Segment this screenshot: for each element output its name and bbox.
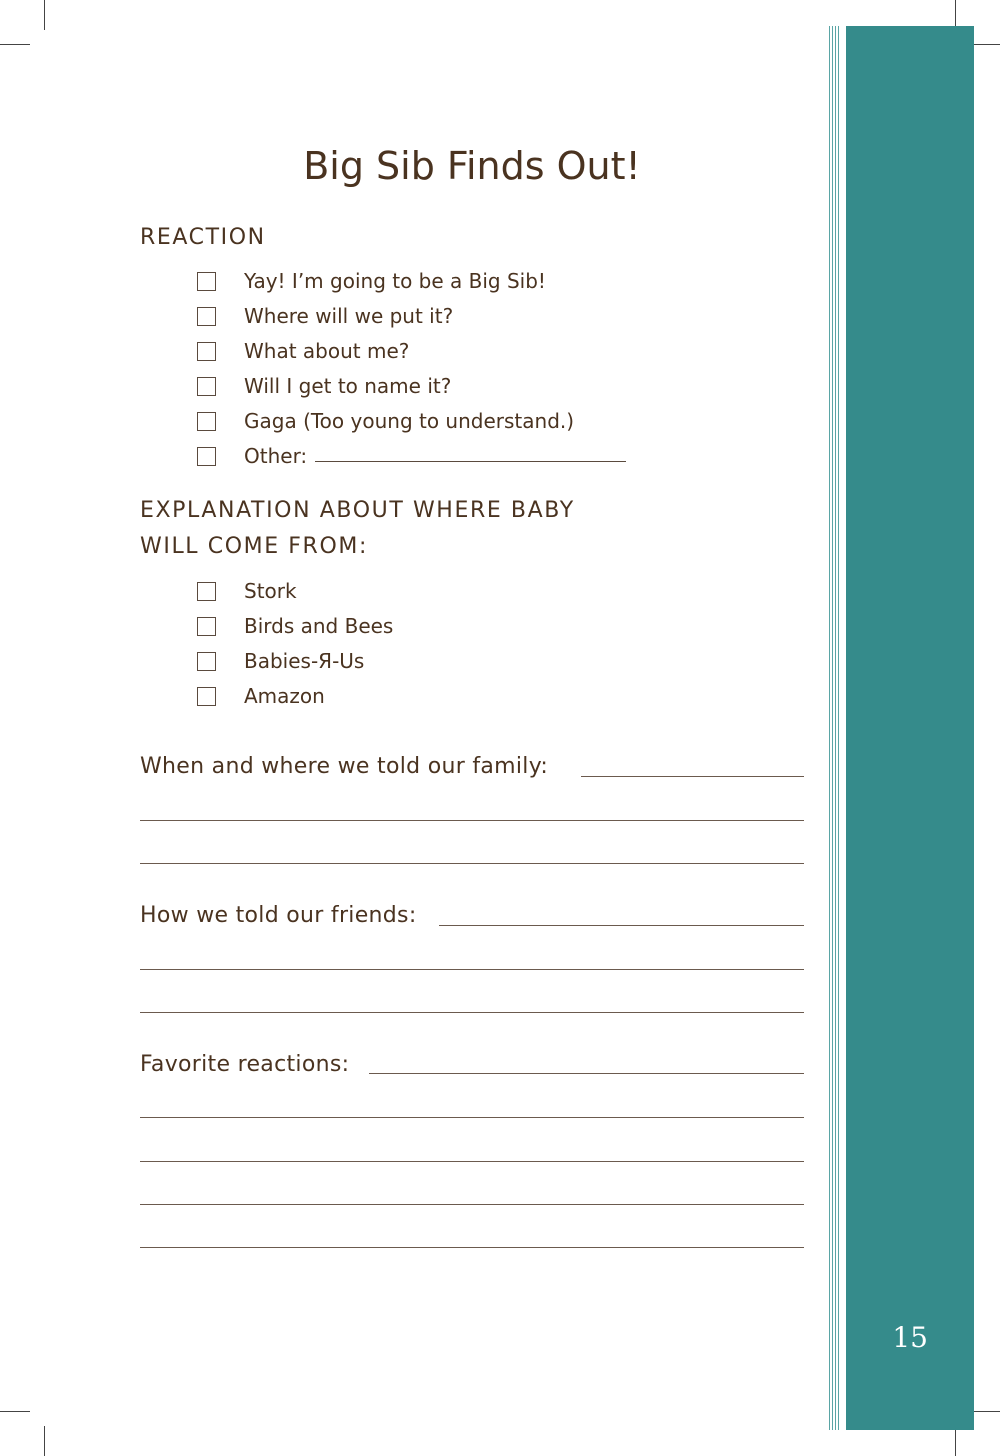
page-title: Big Sib Finds Out! — [303, 144, 641, 188]
friends-prompt: How we told our friends: — [140, 903, 417, 928]
family-answer-line[interactable] — [581, 776, 804, 777]
option-label: Babies-Я-Us — [244, 649, 365, 673]
reaction-option-other[interactable] — [197, 441, 307, 471]
crop-mark — [44, 0, 45, 30]
checkbox[interactable] — [197, 412, 216, 431]
reaction-option-yay[interactable] — [197, 266, 546, 296]
crop-mark — [44, 1426, 45, 1456]
friends-answer-line[interactable] — [140, 1012, 804, 1013]
explanation-option-babies-r-us[interactable] — [197, 646, 364, 676]
checkbox[interactable] — [197, 377, 216, 396]
checkbox[interactable] — [197, 582, 216, 601]
checkbox[interactable] — [197, 272, 216, 291]
crop-mark — [970, 44, 1000, 45]
favorite-answer-line[interactable] — [140, 1204, 804, 1205]
option-label: Yay! I’m going to be a Big Sib! — [244, 269, 546, 293]
family-prompt: When and where we told our family: — [140, 754, 549, 779]
option-label: Gaga (Too young to understand.) — [244, 409, 575, 433]
favorite-answer-line[interactable] — [140, 1161, 804, 1162]
reaction-option-name-it[interactable] — [197, 371, 451, 401]
option-label: Will I get to name it? — [244, 374, 452, 398]
option-label: Other: — [244, 444, 308, 468]
decorative-stripes — [829, 26, 839, 1430]
favorite-answer-line[interactable] — [140, 1247, 804, 1248]
other-write-in-line[interactable] — [315, 461, 626, 462]
favorite-answer-line[interactable] — [369, 1073, 804, 1074]
checkbox[interactable] — [197, 307, 216, 326]
explanation-option-stork[interactable] — [197, 576, 297, 606]
crop-mark — [970, 1411, 1000, 1412]
option-label: Where will we put it? — [244, 304, 454, 328]
checkbox[interactable] — [197, 447, 216, 466]
reaction-option-where[interactable] — [197, 301, 453, 331]
reaction-option-what-about-me[interactable] — [197, 336, 409, 366]
option-label: Birds and Bees — [244, 614, 394, 638]
explanation-option-birds-bees[interactable] — [197, 611, 393, 641]
checkbox[interactable] — [197, 652, 216, 671]
explanation-heading-line2: WILL COME FROM: — [140, 534, 368, 559]
crop-mark — [0, 44, 30, 45]
option-label: Amazon — [244, 684, 325, 708]
option-label: Stork — [244, 579, 297, 603]
crop-mark — [0, 1411, 30, 1412]
checkbox[interactable] — [197, 687, 216, 706]
crop-mark — [955, 1426, 956, 1456]
reaction-option-gaga[interactable] — [197, 406, 574, 436]
favorite-reactions-prompt: Favorite reactions: — [140, 1052, 350, 1077]
checkbox[interactable] — [197, 617, 216, 636]
friends-answer-line[interactable] — [140, 969, 804, 970]
checkbox[interactable] — [197, 342, 216, 361]
family-answer-line[interactable] — [140, 863, 804, 864]
family-answer-line[interactable] — [140, 820, 804, 821]
explanation-option-amazon[interactable] — [197, 681, 325, 711]
side-color-bar — [846, 26, 974, 1430]
explanation-heading-line1: EXPLANATION ABOUT WHERE BABY — [140, 498, 575, 523]
reaction-heading: REACTION — [140, 225, 266, 250]
option-label: What about me? — [244, 339, 410, 363]
page-number: 15 — [892, 1321, 928, 1354]
favorite-answer-line[interactable] — [140, 1117, 804, 1118]
friends-answer-line[interactable] — [439, 925, 804, 926]
